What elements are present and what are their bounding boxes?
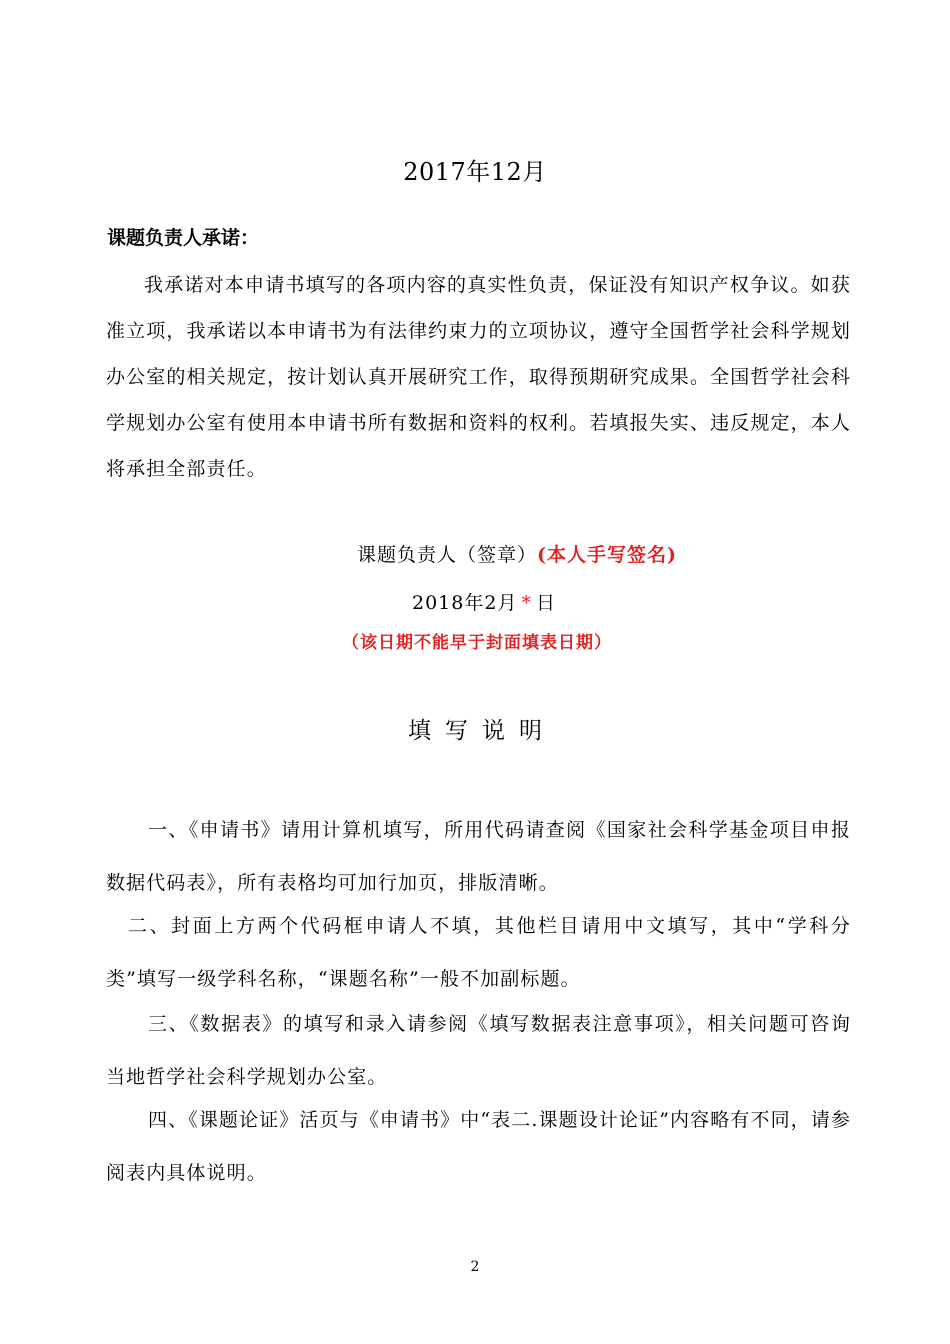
instruction-item-4: 四、《课题论证》活页与《申请书》中“表二.课题设计论证”内容略有不同，请参阅表内具体说明。 [106, 1109, 851, 1184]
signature-note: (本人手写签名) [537, 544, 677, 566]
signature-label: 课题负责人（签章） [357, 544, 538, 566]
instruction-item-1: 一、《申请书》请用计算机填写，所用代码请查阅《国家社会科学基金项目申报数据代码表》，所有表格均可加行加页，排版清晰。 [106, 819, 851, 894]
promise-heading: 课题负责人承诺： [107, 227, 260, 249]
signature-date-star: * [521, 592, 532, 614]
signature-date-suffix: 日 [535, 592, 556, 614]
page-number: 2 [470, 1259, 480, 1275]
instruction-item-2: 二、封面上方两个代码框申请人不填，其他栏目请用中文填写，其中“学科分类”填写一级学科名称，“课题名称”一般不加副标题。 [106, 915, 851, 990]
date-note: （该日期不能早于封面填表日期） [342, 633, 612, 653]
instruction-item-3: 三、《数据表》的填写和录入请参阅《填写数据表注意事项》，相关问题可咨询当地哲学社会科学规划办公室。 [106, 1013, 851, 1088]
signature-date-prefix: 2018年2月 [412, 592, 518, 614]
signature-date [412, 588, 556, 615]
promise-body: 我承诺对本申请书填写的各项内容的真实性负责，保证没有知识产权争议。如获准立项，我承诺以本申请书为有法律约束力的立项协议，遵守全国哲学社会科学规划办公室的相关规定，按计划认真开展研究工作，取得预期研究成果。全国哲学社会科学规划办公室有使用本申请书所有数据和资料的权利。若填报失实、违反规定，本人将承担全部责任。 [106, 274, 851, 480]
instructions-title: 填写说明 [408, 718, 556, 744]
signature-line [357, 540, 677, 567]
cover-date: 2017年12月 [403, 158, 547, 186]
